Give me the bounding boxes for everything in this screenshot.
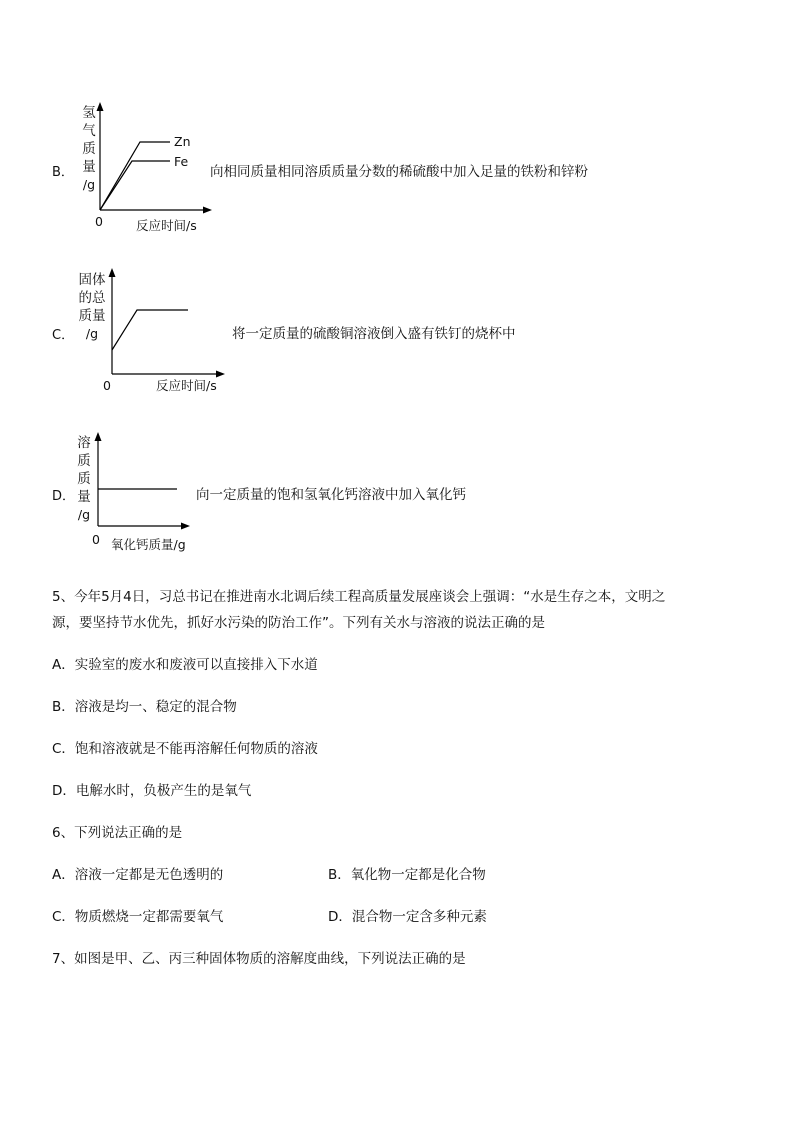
y-axis-label-line: /g — [77, 507, 91, 522]
origin-label: 0 — [92, 532, 100, 547]
origin-label: 0 — [103, 378, 111, 393]
question-stem-line: 源，要坚持节水优先，抓好水污染的防治工作”。下列有关水与溶液的说法正确的是 — [52, 615, 545, 631]
answer-option-a: A．溶液一定都是无色透明的 — [52, 867, 224, 883]
answer-option-c: C．饱和溶液就是不能再溶解任何物质的溶液 — [52, 741, 318, 757]
answer-option-b: B．溶液是均一、稳定的混合物 — [52, 699, 237, 715]
y-axis-label-line: 量 — [77, 489, 91, 505]
y-axis-label-line: 的总 — [78, 290, 106, 306]
y-axis-arrow — [95, 432, 102, 441]
answer-option-b: B．氧化物一定都是化合物 — [328, 867, 486, 883]
option-statement: 将一定质量的硫酸铜溶液倒入盛有铁钉的烧杯中 — [232, 326, 516, 342]
x-axis-arrow — [181, 523, 190, 530]
y-axis-label-line: 质 — [77, 471, 91, 487]
y-axis-label-line: 气 — [82, 123, 96, 139]
answer-option-d: D．电解水时，负极产生的是氧气 — [52, 783, 252, 799]
y-axis-label-line: /g — [85, 326, 99, 341]
y-axis-label-line: 氢 — [82, 105, 96, 121]
y-axis-label-line: 质 — [82, 141, 96, 157]
option-statement: 向一定质量的饱和氢氧化钙溶液中加入氧化钙 — [196, 487, 466, 503]
y-axis-label-line: 质 — [77, 453, 91, 469]
option-letter: D． — [52, 489, 76, 504]
y-axis-label-line: /g — [82, 177, 96, 192]
answer-option-a: A．实验室的废水和废液可以直接排入下水道 — [52, 657, 318, 673]
question-stem: 7、如图是甲、乙、丙三种固体物质的溶解度曲线，下列说法正确的是 — [52, 951, 466, 967]
option-statement: 向相同质量相同溶质质量分数的稀硫酸中加入足量的铁粉和锌粉 — [210, 164, 588, 180]
y-axis-label-line: 质量 — [78, 308, 106, 324]
y-axis-label-line: 量 — [82, 159, 96, 175]
series-label-fe: Fe — [174, 154, 189, 169]
answer-option-c: C．物质燃烧一定都需要氧气 — [52, 909, 224, 925]
x-axis-label: 反应时间/s — [136, 218, 197, 233]
y-axis-label-line: 溶 — [77, 435, 91, 451]
option-letter: C． — [52, 328, 75, 343]
answer-option-d: D．混合物一定含多种元素 — [328, 909, 487, 925]
question-stem: 6、下列说法正确的是 — [52, 825, 183, 841]
option-letter: B． — [52, 165, 74, 180]
x-axis-label: 氧化钙质量/g — [111, 537, 186, 552]
series-label-zn: Zn — [174, 134, 191, 149]
x-axis-label: 反应时间/s — [156, 378, 217, 393]
question-stem-line: 5、今年5月4日，习总书记在推进南水北调后续工程高质量发展座谈会上强调：“水是生存之本，文明之 — [52, 589, 666, 605]
y-axis-label-line: 固体 — [78, 272, 106, 288]
origin-label: 0 — [95, 214, 103, 229]
